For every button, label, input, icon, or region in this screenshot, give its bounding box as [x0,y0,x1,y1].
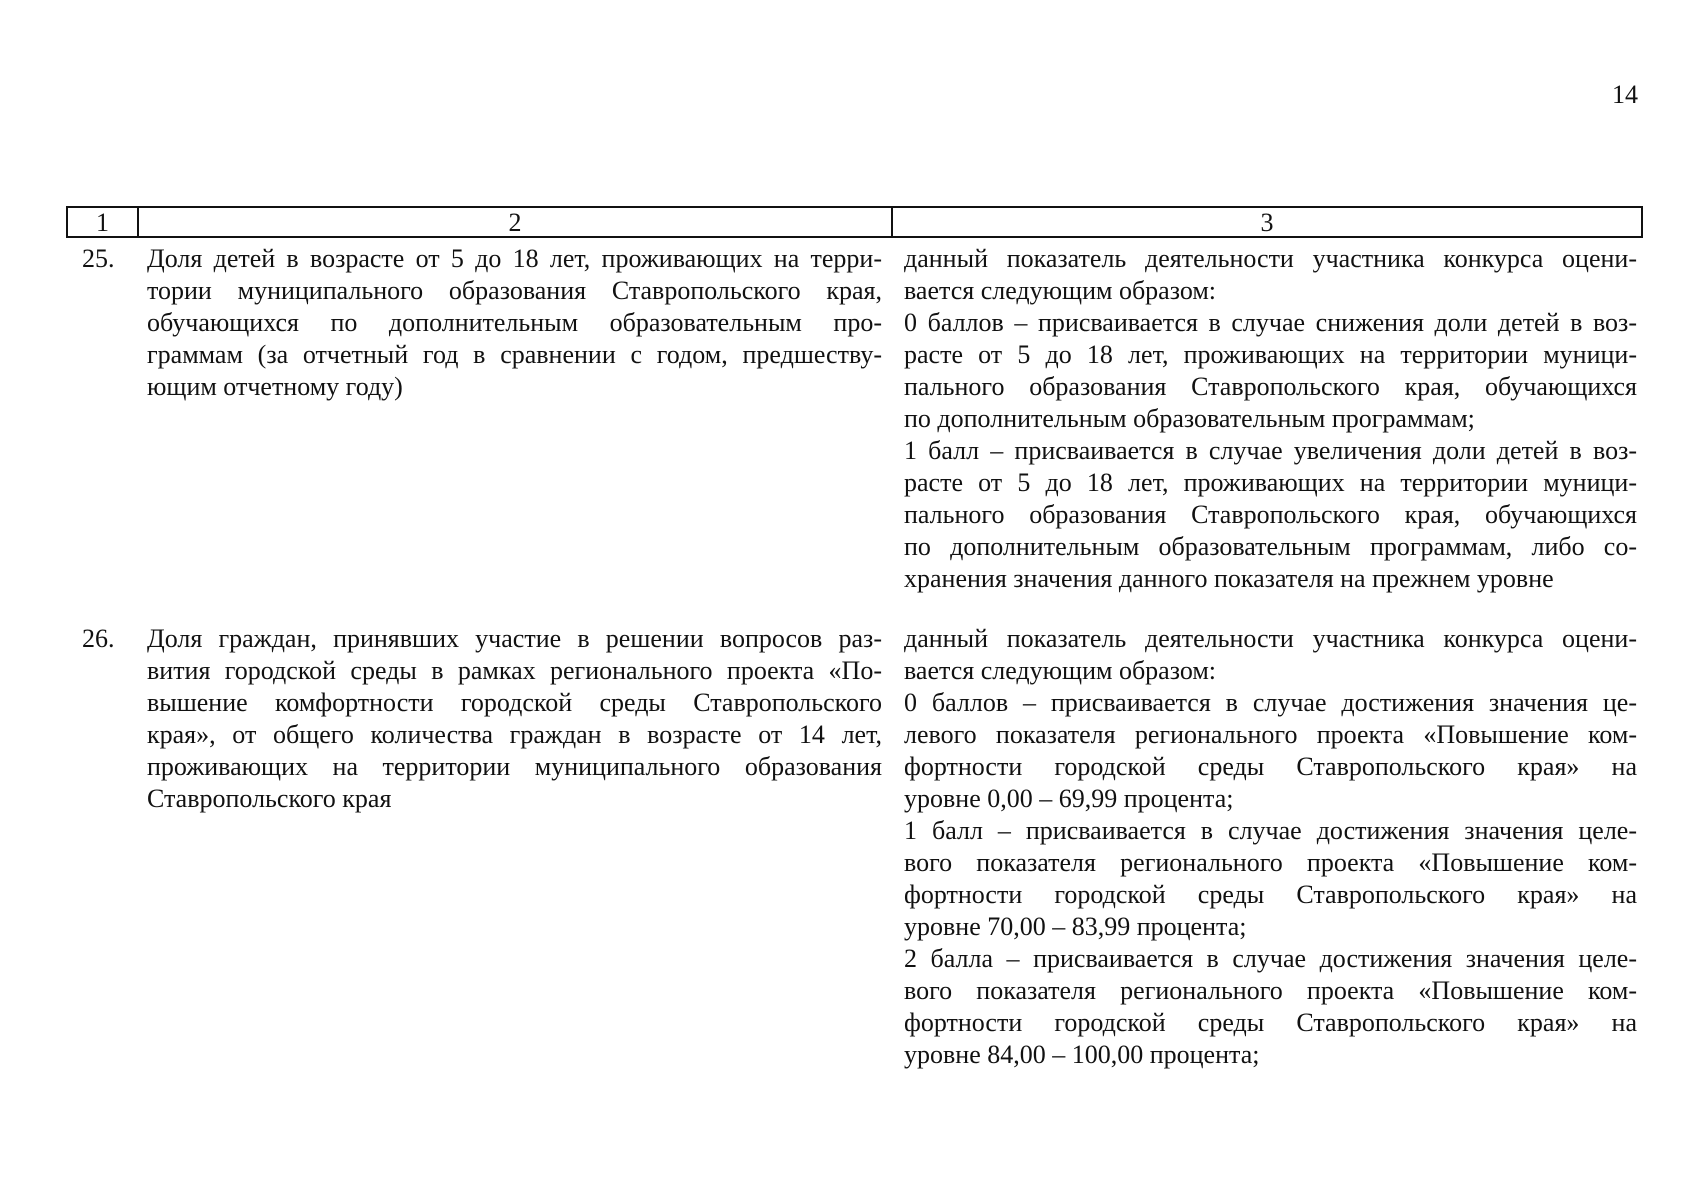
criteria-line: вого показателя регионального проекта «Повышение ком- [904,976,1637,1005]
table-header-row [66,206,1643,238]
criteria-line: данный показатель деятельности участника конкурса оцени- [904,244,1637,273]
scoring-criteria [904,243,1637,595]
criteria-line: уровне 70,00 – 83,99 процента; [904,912,1247,941]
description-line: вышение комфортности городской среды Ставропольского [147,688,882,717]
description-line: вития городской среды в рамках регионального проекта «По- [147,656,882,685]
criteria-line: расте от 5 до 18 лет, проживающих на территории муници- [904,468,1637,497]
criteria-line: уровне 84,00 – 100,00 процента; [904,1040,1260,1069]
row-number: 26. [82,624,115,653]
description-line: тории муниципального образования Ставропольского края, [147,276,882,305]
criteria-line: вого показателя регионального проекта «Повышение ком- [904,848,1637,877]
page-number: 14 [1612,80,1638,109]
description-line: проживающих на территории муниципального образования [147,752,882,781]
criteria-line: по дополнительным образовательным программам; [904,404,1475,433]
description-line: ющим отчетному году) [147,372,403,401]
table-header-col-1: 1 [68,208,139,236]
criteria-line: пального образования Ставропольского края, обучающихся [904,500,1637,529]
criteria-line: уровне 0,00 – 69,99 процента; [904,784,1234,813]
criteria-line: хранения значения данного показателя на прежнем уровне [904,564,1554,593]
criteria-line: 1 балл – присваивается в случае увеличения доли детей в воз- [904,436,1637,465]
description-line: Ставропольского края [147,784,392,813]
criteria-line: 2 балла – присваивается в случае достижения значения целе- [904,944,1637,973]
table-header-col-2: 2 [139,208,893,236]
criteria-line: данный показатель деятельности участника конкурса оцени- [904,624,1637,653]
criteria-line: 1 балл – присваивается в случае достижения значения целе- [904,816,1637,845]
description-line: обучающихся по дополнительным образовательным про- [147,308,882,337]
criteria-line: левого показателя регионального проекта «Повышение ком- [904,720,1637,749]
criteria-line: расте от 5 до 18 лет, проживающих на территории муници- [904,340,1637,369]
criteria-line: 0 баллов – присваивается в случае снижения доли детей в воз- [904,308,1637,337]
description-line: граммам (за отчетный год в сравнении с годом, предшеству- [147,340,882,369]
criteria-line: вается следующим образом: [904,656,1217,685]
description-line: края», от общего количества граждан в возрасте от 14 лет, [147,720,882,749]
criteria-line: фортности городской среды Ставропольского края» на [904,752,1637,781]
table-header-col-3: 3 [1260,208,1274,237]
description-line: Доля граждан, принявших участие в решении вопросов раз- [147,624,882,653]
criteria-line: пального образования Ставропольского края, обучающихся [904,372,1637,401]
indicator-description [147,243,882,403]
criteria-line: вается следующим образом: [904,276,1217,305]
criteria-line: фортности городской среды Ставропольского края» на [904,880,1637,909]
row-number: 25. [82,244,115,273]
criteria-line: фортности городской среды Ставропольского края» на [904,1008,1637,1037]
criteria-line: по дополнительным образовательным программам, либо со- [904,532,1637,561]
indicator-description [147,623,882,815]
scoring-criteria [904,623,1637,1071]
description-line: Доля детей в возрасте от 5 до 18 лет, проживающих на терри- [147,244,882,273]
criteria-line: 0 баллов – присваивается в случае достижения значения це- [904,688,1637,717]
